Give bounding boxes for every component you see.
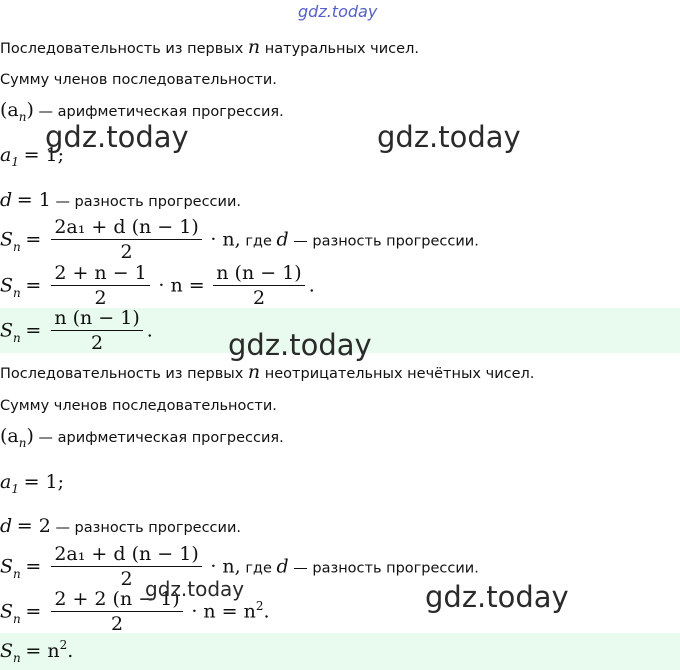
section1-title: Последовательность из первых n натуральных чисел. (0, 36, 419, 58)
section1-a1: $a_1 = 1$; (0, 144, 65, 169)
section1-answer: $S_n$ = $\frac{n (n - 1)}{2}$ . (0, 307, 153, 354)
section2-title: Последовательность из первых n неотрицательных нечётных чисел. (0, 361, 535, 383)
watermark-5: gdz.today (425, 580, 569, 614)
watermark-top: gdz.today (298, 2, 378, 21)
section1-formula2: $S_n$ = $\frac{2 + n - 1}{2}$ · n = $\frac{n (n - 1)}{2}$ . (0, 262, 315, 309)
fraction: $\frac{\text{2a₁ + d (n − 1)}}{2}$ (51, 216, 201, 263)
fraction: $\frac{n (n - 1)}{2}$ (51, 307, 142, 354)
fraction: $\frac{\text{2a₁ + d (n − 1)}}{2}$ (51, 543, 201, 590)
section1-sum-label: Сумму членов последовательности. (0, 72, 277, 88)
section2-a1: $a_1 = 1$; (0, 471, 65, 496)
fraction: $\frac{2 + 2 (n - 1)}{2}$ (51, 588, 182, 635)
fraction: $\frac{n (n - 1)}{2}$ (213, 262, 304, 309)
section2-d: d = 2 — разность прогрессии. (0, 515, 241, 537)
watermark-2: gdz.today (377, 120, 521, 154)
watermark-4: gdz.today (145, 577, 245, 601)
watermark-1: gdz.today (45, 120, 189, 154)
section2-answer: $S_n = n^2$. (0, 638, 74, 665)
section2-formula2: $S_n$ = $\frac{2 + 2 (n - 1)}{2}$ · $n = n^2$. (0, 588, 270, 635)
section1-d: d = 1 — разность прогрессии. (0, 189, 241, 211)
watermark-3: gdz.today (228, 328, 372, 362)
section2-formula1: $S_n$ = $\frac{\text{2a₁ + d (n − 1)}}{2}$ · n, где d — разность прогрессии. (0, 543, 479, 590)
section2-sum-label: Сумму членов последовательности. (0, 398, 277, 414)
section1-seq: $(a_n)$ — арифметическая прогрессия. (0, 99, 284, 124)
section2-seq: $(a_n)$ — арифметическая прогрессия. (0, 425, 284, 450)
fraction: $\frac{2 + n - 1}{2}$ (51, 262, 149, 309)
section1-formula1: $S_n$ = $\frac{\text{2a₁ + d (n − 1)}}{2}$ · n, где d — разность прогрессии. (0, 216, 479, 263)
